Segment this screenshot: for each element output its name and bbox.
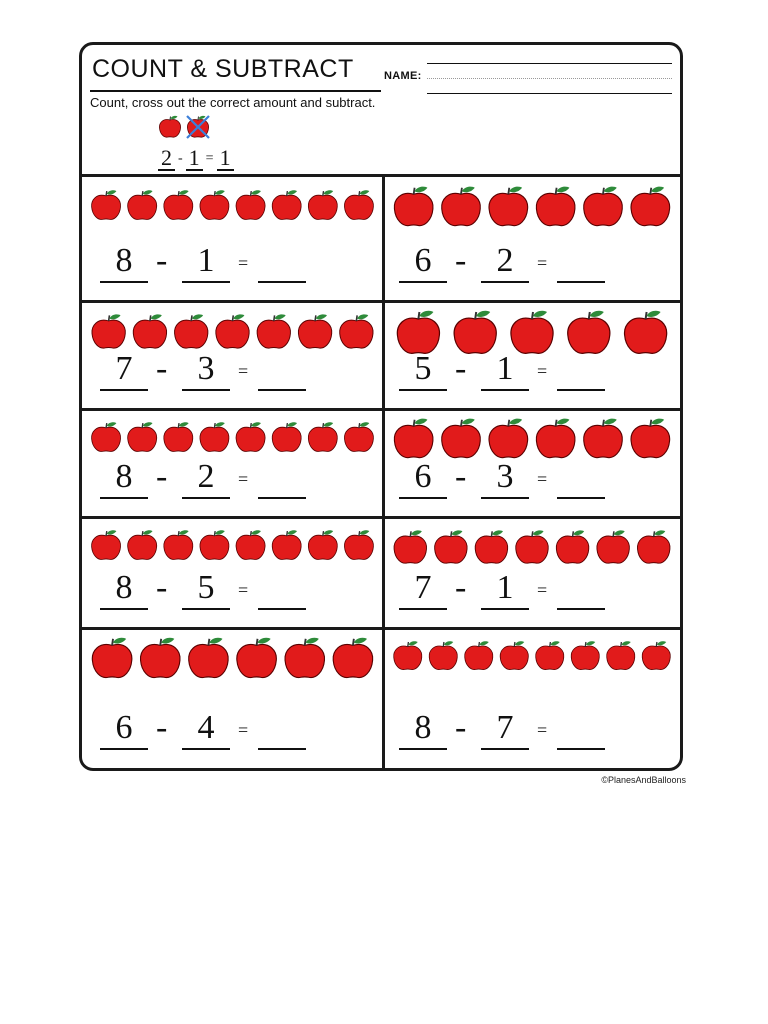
copyright-credit: ©PlanesAndBalloons: [601, 775, 686, 785]
apple-icon[interactable]: [536, 419, 575, 458]
minuend: 7: [399, 568, 447, 610]
apple-icon[interactable]: [175, 314, 208, 348]
apple-icon[interactable]: [340, 314, 373, 348]
minus-sign: -: [156, 458, 168, 495]
example-subtrahend: 1: [186, 147, 203, 171]
problem-cell: [82, 628, 383, 768]
problem-grid: [82, 177, 680, 768]
problem-cell: [384, 301, 680, 409]
problem-cell: [82, 409, 383, 517]
apple-icon[interactable]: [500, 641, 528, 669]
apple-icon: [159, 116, 180, 137]
example-result: 1: [217, 147, 234, 171]
apple-icon[interactable]: [344, 190, 373, 219]
equals-sign: =: [537, 580, 548, 600]
problem-cell: [384, 628, 680, 768]
minus-sign: -: [455, 569, 467, 606]
answer-blank[interactable]: [258, 608, 306, 610]
minuend: 6: [399, 241, 447, 283]
subtraction-equation: [384, 457, 680, 505]
apple-icon[interactable]: [344, 422, 373, 451]
minus-sign: -: [455, 242, 467, 279]
row-divider: [82, 627, 680, 630]
equals-sign: =: [238, 253, 249, 273]
name-line-top: [427, 63, 672, 64]
answer-blank[interactable]: [258, 281, 306, 283]
apple-icon[interactable]: [298, 314, 331, 348]
name-label: NAME:: [384, 70, 422, 82]
apple-icon[interactable]: [164, 190, 193, 219]
apple-icon[interactable]: [571, 641, 599, 669]
answer-blank[interactable]: [258, 389, 306, 391]
example-minuend: 2: [158, 147, 175, 171]
equals-sign: =: [238, 361, 249, 381]
minus-sign: -: [156, 350, 168, 387]
apple-icon[interactable]: [128, 422, 157, 451]
apple-icon[interactable]: [397, 311, 439, 354]
minus-sign: -: [156, 709, 168, 746]
apple-icon[interactable]: [308, 530, 337, 559]
apple-icon[interactable]: [272, 530, 301, 559]
minuend: 5: [399, 349, 447, 391]
minuend: 8: [100, 568, 148, 610]
subtrahend: 5: [182, 568, 230, 610]
subtraction-equation: [384, 349, 680, 397]
minuend: 6: [100, 708, 148, 750]
name-line-bottom: [427, 93, 672, 94]
apple-icon[interactable]: [607, 641, 635, 669]
apple-icon[interactable]: [308, 190, 337, 219]
minus-sign: -: [156, 242, 168, 279]
subtraction-equation: [384, 708, 680, 756]
subtrahend: 3: [182, 349, 230, 391]
apple-icon[interactable]: [272, 422, 301, 451]
minuend: 8: [100, 241, 148, 283]
subtraction-equation: [82, 241, 383, 289]
subtraction-equation: [82, 568, 383, 616]
apple-icon[interactable]: [200, 422, 229, 451]
answer-blank[interactable]: [557, 608, 605, 610]
apple-row: [82, 527, 383, 574]
apple-icon[interactable]: [92, 190, 121, 219]
apple-icon[interactable]: [164, 422, 193, 451]
apple-icon[interactable]: [92, 314, 125, 348]
apple-icon[interactable]: [465, 641, 493, 669]
example-equals: =: [205, 151, 214, 166]
apple-icon[interactable]: [394, 641, 422, 669]
apple-icon[interactable]: [597, 530, 630, 563]
apple-icon[interactable]: [236, 530, 265, 559]
apple-icon[interactable]: [556, 530, 589, 563]
apple-icon[interactable]: [394, 419, 433, 458]
equals-sign: =: [537, 469, 548, 489]
apple-icon[interactable]: [394, 187, 433, 226]
apple-icon[interactable]: [568, 311, 610, 354]
answer-blank[interactable]: [557, 748, 605, 750]
example-equation: [158, 145, 234, 171]
minus-sign: -: [455, 458, 467, 495]
minus-sign: -: [455, 350, 467, 387]
example-minus: -: [178, 151, 183, 166]
apple-icon[interactable]: [164, 530, 193, 559]
subtrahend: 2: [481, 241, 529, 283]
worksheet-header: [82, 45, 680, 177]
apple-icon[interactable]: [236, 190, 265, 219]
apple-icon[interactable]: [584, 187, 623, 226]
apple-icon[interactable]: [237, 638, 277, 678]
apple-row: [82, 187, 383, 234]
subtrahend: 4: [182, 708, 230, 750]
apple-row: [82, 634, 383, 693]
example-apples: [158, 115, 210, 139]
apple-icon[interactable]: [394, 530, 427, 563]
equals-sign: =: [537, 720, 548, 740]
apple-icon[interactable]: [257, 314, 290, 348]
equals-sign: =: [238, 720, 249, 740]
minuend: 6: [399, 457, 447, 499]
apple-icon[interactable]: [344, 530, 373, 559]
page-title: COUNT & SUBTRACT: [92, 55, 354, 83]
apple-icon[interactable]: [216, 314, 249, 348]
apple-icon[interactable]: [308, 422, 337, 451]
apple-icon[interactable]: [285, 638, 325, 678]
apple-icon[interactable]: [489, 187, 528, 226]
subtraction-equation: [384, 568, 680, 616]
apple-icon[interactable]: [133, 314, 166, 348]
title-underline: [90, 90, 381, 92]
answer-blank[interactable]: [258, 748, 306, 750]
answer-blank[interactable]: [557, 497, 605, 499]
minuend: 7: [100, 349, 148, 391]
equals-sign: =: [537, 361, 548, 381]
problem-cell: [82, 517, 383, 628]
apple-icon[interactable]: [475, 530, 508, 563]
apple-icon[interactable]: [442, 419, 481, 458]
apple-icon[interactable]: [511, 311, 553, 354]
apple-icon[interactable]: [625, 311, 667, 354]
subtraction-equation: [82, 708, 383, 756]
row-divider: [82, 516, 680, 519]
apple-icon[interactable]: [128, 190, 157, 219]
instruction-text: Count, cross out the correct amount and subtract.: [90, 95, 376, 110]
minuend: 8: [399, 708, 447, 750]
subtrahend: 1: [481, 349, 529, 391]
subtraction-equation: [384, 241, 680, 289]
apple-icon[interactable]: [189, 638, 229, 678]
equals-sign: =: [238, 580, 249, 600]
apple-icon[interactable]: [584, 419, 623, 458]
subtrahend: 1: [481, 568, 529, 610]
apple-icon[interactable]: [489, 419, 528, 458]
apple-icon[interactable]: [92, 530, 121, 559]
answer-blank[interactable]: [557, 281, 605, 283]
apple-row: [384, 183, 680, 241]
subtrahend: 7: [481, 708, 529, 750]
apple-icon[interactable]: [92, 638, 132, 678]
problem-cell: [82, 177, 383, 301]
apple-row: [384, 638, 680, 684]
apple-icon[interactable]: [92, 422, 121, 451]
apple-icon[interactable]: [536, 187, 575, 226]
answer-blank[interactable]: [258, 497, 306, 499]
apple-icon[interactable]: [637, 530, 670, 563]
apple-icon[interactable]: [140, 638, 180, 678]
apple-icon[interactable]: [200, 530, 229, 559]
problem-cell: [384, 517, 680, 628]
apple-icon[interactable]: [642, 641, 670, 669]
row-divider: [82, 408, 680, 411]
apple-icon[interactable]: [435, 530, 468, 563]
minuend: 8: [100, 457, 148, 499]
apple-icon[interactable]: [429, 641, 457, 669]
apple-icon[interactable]: [128, 530, 157, 559]
name-line-dotted: [427, 78, 672, 79]
row-divider: [82, 300, 680, 303]
subtrahend: 2: [182, 457, 230, 499]
minus-sign: -: [156, 569, 168, 606]
apple-icon[interactable]: [200, 190, 229, 219]
apple-icon[interactable]: [236, 422, 265, 451]
equals-sign: =: [537, 253, 548, 273]
minus-sign: -: [455, 709, 467, 746]
apple-icon[interactable]: [454, 311, 496, 354]
apple-icon[interactable]: [631, 419, 670, 458]
problem-cell: [82, 301, 383, 409]
apple-icon[interactable]: [516, 530, 549, 563]
subtrahend: 3: [481, 457, 529, 499]
subtraction-equation: [82, 457, 383, 505]
apple-icon[interactable]: [536, 641, 564, 669]
apple-icon[interactable]: [272, 190, 301, 219]
problem-cell: [384, 409, 680, 517]
worksheet: [79, 42, 683, 771]
apple-icon[interactable]: [333, 638, 373, 678]
equals-sign: =: [238, 469, 249, 489]
apple-icon[interactable]: [442, 187, 481, 226]
apple-icon[interactable]: [631, 187, 670, 226]
problem-cell: [384, 177, 680, 301]
subtrahend: 1: [182, 241, 230, 283]
answer-blank[interactable]: [557, 389, 605, 391]
column-divider: [382, 177, 385, 768]
subtraction-equation: [82, 349, 383, 397]
